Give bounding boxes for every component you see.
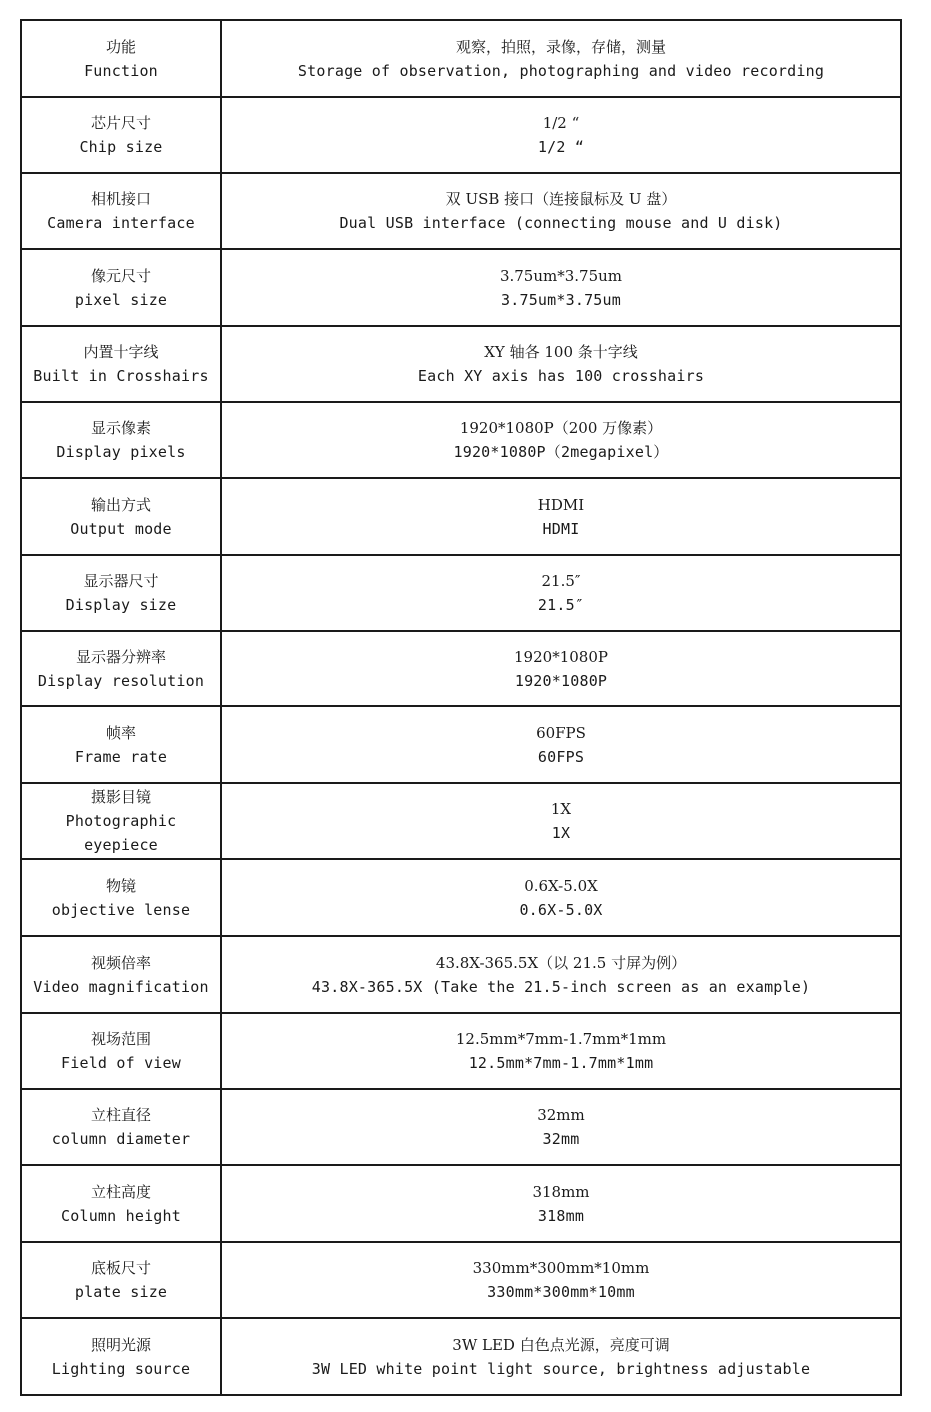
spec-label-en: pixel size: [74, 290, 168, 309]
spec-label-cell: [21, 555, 221, 631]
spec-value-cn: 双 USB 接口（连接鼠标及 U 盘）: [445, 190, 677, 208]
spec-label-en: Display pixels: [56, 443, 186, 461]
spec-value-en: 1X: [551, 824, 571, 842]
spec-label-cell: [21, 1089, 221, 1165]
spec-value-en: 3.75um*3.75um: [501, 290, 621, 309]
spec-label-cell: [21, 631, 221, 706]
spec-label-en: Frame rate: [74, 747, 168, 766]
spec-label-cn: 内置十字线: [83, 343, 159, 361]
spec-value-cell: [221, 1089, 901, 1165]
spec-value-cell: [221, 859, 901, 936]
table-row: [21, 936, 901, 1013]
spec-value-cn: HDMI: [537, 495, 585, 514]
spec-label-cell: [21, 859, 221, 936]
table-row: [21, 859, 901, 936]
spec-value-cn: 3W LED 白色点光源，亮度可调: [452, 1335, 670, 1354]
spec-label-cell: [21, 706, 221, 783]
spec-label-cn: 视场范围: [90, 1030, 151, 1048]
spec-label-cell: [21, 1165, 221, 1242]
table-row: [21, 97, 901, 173]
spec-label-cell: [21, 1242, 221, 1318]
spec-value-cn: 43.8X-365.5X（以 21.5 寸屏为例）: [435, 953, 687, 972]
spec-value-en: 1920*1080P（2megapixel）: [453, 443, 669, 461]
table-row: [21, 706, 901, 783]
spec-label-cn: 像元尺寸: [90, 266, 151, 285]
spec-value-cell: [221, 97, 901, 173]
spec-label-cell: [21, 326, 221, 402]
spec-label-cell: [21, 1013, 221, 1089]
spec-value-cn: 32mm: [537, 1106, 585, 1124]
spec-label-cn: 立柱直径: [90, 1106, 151, 1124]
spec-value-en: 43.8X-365.5X (Take the 21.5-inch screen as an example): [311, 977, 811, 996]
spec-value-cn: 0.6X-5.0X: [524, 876, 598, 895]
spec-label-cn: 相机接口: [90, 190, 151, 208]
spec-value-cell: [221, 173, 901, 249]
spec-table: [20, 19, 902, 1396]
spec-label-cell: [21, 478, 221, 555]
spec-value-cell: [221, 1242, 901, 1318]
spec-label-en: Video magnification: [33, 977, 209, 996]
spec-label-cn: 显示器尺寸: [83, 572, 159, 590]
table-row: [21, 1242, 901, 1318]
spec-value-cell: [221, 631, 901, 706]
table-row: [21, 1089, 901, 1165]
spec-label-cell: [21, 1318, 221, 1395]
spec-label-cn: 摄影目镜: [90, 788, 151, 806]
spec-value-en: 318mm: [537, 1206, 585, 1225]
spec-value-cell: [221, 326, 901, 402]
spec-label-en: Chip size: [79, 138, 163, 156]
table-row: [21, 402, 901, 478]
table-row: [21, 173, 901, 249]
spec-label-cn: 显示器分辨率: [75, 647, 166, 666]
spec-value-cell: [221, 20, 901, 97]
spec-label-en: Built in Crosshairs: [33, 367, 209, 385]
spec-label-cn: 输出方式: [90, 495, 151, 514]
spec-label-cn: 芯片尺寸: [90, 114, 151, 132]
spec-label-en: Field of view: [61, 1054, 181, 1072]
spec-label-en: objective lense: [51, 900, 191, 919]
spec-label-cell: [21, 249, 221, 326]
spec-label-en: Display size: [65, 596, 177, 614]
spec-value-cn: 330mm*300mm*10mm: [472, 1259, 650, 1277]
spec-label-cell: [21, 936, 221, 1013]
spec-label-cn: 物镜: [105, 876, 136, 895]
spec-value-cn: 1920*1080P（200 万像素）: [459, 419, 663, 437]
spec-label-cn: 显示像素: [90, 419, 151, 437]
spec-value-cell: [221, 249, 901, 326]
spec-value-cn: 1920*1080P: [514, 647, 608, 666]
spec-value-cell: [221, 783, 901, 859]
table-row: [21, 1013, 901, 1089]
spec-value-en: Each XY axis has 100 crosshairs: [417, 367, 705, 385]
spec-value-en: HDMI: [542, 519, 580, 538]
spec-label-en: Output mode: [70, 519, 172, 538]
spec-label-cell: [21, 20, 221, 97]
spec-value-cn: 60FPS: [536, 723, 586, 742]
spec-label-en: column diameter: [51, 1130, 191, 1148]
spec-value-en: 21.5″: [537, 596, 585, 614]
spec-value-cn: 318mm: [532, 1182, 590, 1201]
spec-value-en: Dual USB interface (connecting mouse and U disk): [339, 214, 783, 232]
spec-value-en: 1920*1080P: [514, 671, 608, 690]
spec-label-cn: 底板尺寸: [90, 1259, 151, 1277]
spec-label-en: Function: [84, 61, 158, 80]
spec-value-cell: [221, 706, 901, 783]
spec-value-cn: 观察，拍照，录像，存储，测量: [455, 37, 666, 56]
spec-value-cn: 1X: [550, 800, 572, 818]
spec-label-cn: 立柱高度: [90, 1182, 151, 1201]
spec-value-en: 0.6X-5.0X: [519, 900, 603, 919]
table-row: [21, 1165, 901, 1242]
spec-label-cn: 视频倍率: [90, 953, 151, 972]
table-row: [21, 631, 901, 706]
spec-label-cn: 帧率: [105, 723, 136, 742]
table-row: [21, 555, 901, 631]
spec-value-en: 12.5mm*7mm-1.7mm*1mm: [468, 1054, 654, 1072]
spec-value-cell: [221, 936, 901, 1013]
spec-value-en: 330mm*300mm*10mm: [487, 1283, 635, 1301]
spec-value-en: 60FPS: [537, 747, 585, 766]
spec-label-cn: 照明光源: [90, 1335, 151, 1354]
spec-label-en: Column height: [61, 1206, 181, 1225]
spec-value-cn: 21.5″: [541, 572, 581, 590]
spec-label-cn: 功能: [105, 37, 136, 56]
table-row: [21, 249, 901, 326]
table-row: [21, 478, 901, 555]
spec-value-en: Storage of observation, photographing and video recording: [297, 61, 825, 80]
table-row: [21, 783, 901, 859]
table-row: [21, 1318, 901, 1395]
spec-label-cell: [21, 402, 221, 478]
spec-value-cell: [221, 1165, 901, 1242]
spec-label-cell: [21, 783, 221, 859]
spec-value-cn: XY 轴各 100 条十字线: [484, 343, 638, 361]
spec-label-cell: [21, 97, 221, 173]
table-row: [21, 20, 901, 97]
spec-table-body: [21, 20, 901, 1395]
spec-label-en: Camera interface: [47, 214, 195, 232]
spec-value-en: 3W LED white point light source, brightness adjustable: [311, 1359, 811, 1378]
spec-label-en: Display resolution: [37, 671, 205, 690]
spec-value-cell: [221, 555, 901, 631]
spec-value-cn: 1/2 “: [542, 114, 580, 132]
spec-value-cn: 12.5mm*7mm-1.7mm*1mm: [455, 1030, 667, 1048]
spec-value-cell: [221, 1013, 901, 1089]
spec-value-cell: [221, 1318, 901, 1395]
table-row: [21, 326, 901, 402]
spec-value-cn: 3.75um*3.75um: [499, 266, 623, 285]
spec-label-en: Photographic eyepiece: [65, 812, 177, 854]
spec-label-cell: [21, 173, 221, 249]
spec-label-en: plate size: [74, 1283, 168, 1301]
spec-value-cell: [221, 478, 901, 555]
spec-value-en: 32mm: [542, 1130, 580, 1148]
spec-label-en: Lighting source: [51, 1359, 191, 1378]
spec-value-en: 1/2 “: [537, 138, 585, 156]
spec-value-cell: [221, 402, 901, 478]
